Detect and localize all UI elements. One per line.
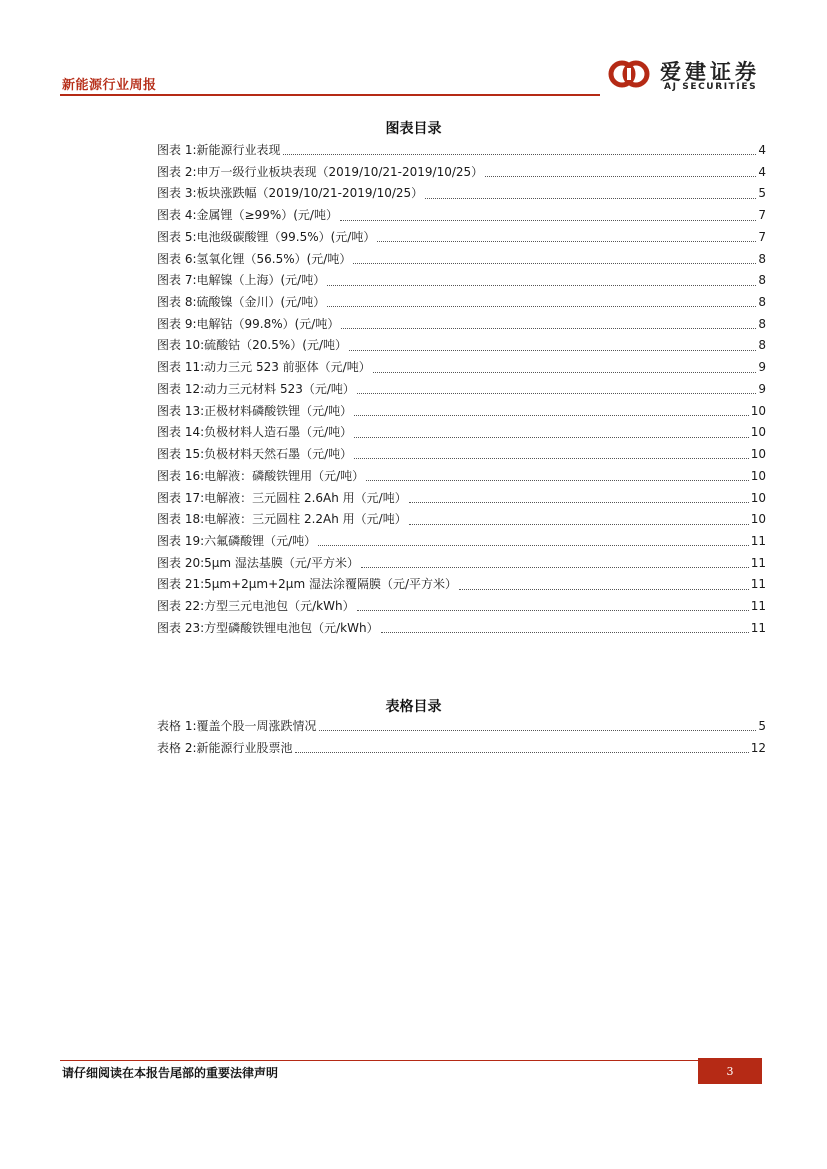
legal-disclaimer: 请仔细阅读在本报告尾部的重要法律声明 — [62, 1066, 279, 1080]
toc-entry-title: 5μm 湿法基膜（元/平方米） — [204, 555, 359, 570]
toc-entry-title: 新能源行业表现 — [196, 143, 281, 157]
toc-entry-page: 10 — [750, 447, 766, 462]
toc-entry-page: 5 — [758, 186, 766, 201]
toc-entry-page: 10 — [750, 425, 766, 440]
toc-entry-page: 11 — [750, 533, 766, 548]
toc-entry[interactable] — [157, 445, 766, 467]
toc-entry[interactable] — [157, 206, 766, 228]
toc-entry-page: 10 — [750, 512, 766, 527]
toc-entry-page: 10 — [750, 468, 766, 483]
toc-entry-page: 4 — [758, 164, 766, 179]
toc-entry-title: 申万一级行业板块表现（2019/10/21-2019/10/25） — [196, 164, 484, 179]
figures-toc-list — [157, 141, 766, 641]
toc-entry[interactable] — [157, 228, 766, 250]
toc-entry-page: 8 — [758, 251, 766, 266]
toc-leader-dots — [425, 190, 756, 199]
toc-leader-dots — [340, 212, 756, 221]
toc-entry[interactable] — [157, 293, 766, 315]
toc-entry-label: 表格 1: — [157, 719, 197, 733]
toc-entry-title: 新能源行业股票池 — [196, 740, 293, 755]
tables-toc-title: 表格目录 — [385, 699, 442, 715]
toc-entry-page: 11 — [750, 555, 766, 570]
toc-leader-dots — [341, 320, 756, 329]
toc-entry[interactable] — [157, 315, 766, 337]
toc-entry[interactable] — [157, 739, 766, 761]
toc-leader-dots — [327, 298, 756, 307]
toc-entry-title: 电解钴（99.8%）(元/吨） — [196, 316, 340, 331]
toc-leader-dots — [366, 472, 749, 481]
toc-leader-dots — [319, 722, 757, 731]
toc-entry-page: 10 — [750, 403, 766, 418]
toc-entry-label: 图表 14: — [157, 425, 205, 440]
toc-entry-label: 图表 20: — [157, 555, 205, 570]
toc-entry-title: 负极材料人造石墨（元/吨） — [204, 425, 353, 440]
toc-leader-dots — [381, 624, 749, 633]
toc-entry-label: 图表 21: — [157, 577, 205, 592]
toc-entry[interactable] — [157, 271, 766, 293]
toc-leader-dots — [485, 168, 756, 177]
toc-entry[interactable] — [157, 163, 766, 185]
toc-leader-dots — [349, 342, 756, 351]
toc-entry-label: 图表 15: — [157, 447, 205, 462]
toc-entry-label: 图表 3: — [157, 186, 197, 201]
toc-entry-label: 图表 1: — [157, 143, 197, 157]
toc-entry-page: 9 — [758, 360, 766, 375]
toc-leader-dots — [318, 537, 749, 546]
toc-leader-dots — [327, 277, 756, 286]
toc-entry[interactable] — [157, 380, 766, 402]
toc-leader-dots — [354, 407, 749, 416]
toc-entry-label: 图表 6: — [157, 251, 197, 266]
toc-entry[interactable] — [157, 141, 766, 163]
toc-entry-page: 8 — [758, 338, 766, 353]
toc-entry-page: 9 — [758, 381, 766, 396]
logo-english-name: AJ SECURITIES — [664, 82, 758, 92]
toc-entry-label: 图表 7: — [157, 273, 197, 288]
toc-entry-page: 8 — [758, 316, 766, 331]
footer-divider — [60, 1060, 700, 1061]
toc-entry-title: 电解镍（上海）(元/吨） — [196, 273, 326, 288]
report-series-title: 新能源行业周报 — [62, 78, 157, 93]
toc-entry-title: 电解液：三元圆柱 2.6Ah 用（元/吨） — [204, 490, 407, 505]
toc-entry-page: 7 — [758, 208, 766, 223]
toc-entry[interactable] — [157, 575, 766, 597]
toc-entry-label: 图表 9: — [157, 316, 197, 331]
toc-entry-title: 覆盖个股一周涨跌情况 — [196, 719, 317, 733]
toc-entry-label: 图表 18: — [157, 512, 205, 527]
toc-entry-label: 图表 4: — [157, 208, 197, 223]
toc-entry[interactable] — [157, 184, 766, 206]
toc-leader-dots — [353, 255, 756, 264]
toc-entry-label: 图表 2: — [157, 164, 197, 179]
toc-entry-label: 图表 11: — [157, 360, 205, 375]
toc-entry-title: 动力三元 523 前驱体（元/吨） — [204, 360, 371, 375]
toc-entry-label: 图表 12: — [157, 381, 205, 396]
page-number: 3 — [698, 1058, 762, 1084]
toc-leader-dots — [283, 146, 757, 155]
toc-leader-dots — [354, 450, 749, 459]
toc-entry[interactable] — [157, 250, 766, 272]
toc-entry-title: 氢氧化锂（56.5%）(元/吨） — [196, 251, 352, 266]
toc-entry-page: 7 — [758, 229, 766, 244]
toc-entry-label: 图表 5: — [157, 229, 197, 244]
toc-entry-page: 4 — [758, 143, 766, 157]
toc-entry-label: 图表 8: — [157, 295, 197, 310]
toc-entry-title: 硫酸镍（金川）(元/吨） — [196, 295, 326, 310]
toc-leader-dots — [295, 744, 749, 753]
toc-entry-title: 板块涨跌幅（2019/10/21-2019/10/25） — [196, 186, 424, 201]
toc-entry-title: 电池级碳酸锂（99.5%）(元/吨） — [196, 229, 376, 244]
toc-entry-page: 8 — [758, 295, 766, 310]
toc-entry-title: 方型三元电池包（元/kWh） — [204, 599, 355, 614]
toc-leader-dots — [377, 233, 756, 242]
toc-entry-label: 图表 22: — [157, 599, 205, 614]
toc-entry[interactable] — [157, 510, 766, 532]
toc-entry-title: 5μm+2μm+2μm 湿法涂覆隔膜（元/平方米） — [204, 577, 457, 592]
toc-entry-page: 11 — [750, 620, 766, 635]
company-logo — [608, 56, 778, 96]
toc-leader-dots — [373, 364, 757, 373]
toc-entry[interactable] — [157, 554, 766, 576]
toc-entry-page: 10 — [750, 490, 766, 505]
toc-entry[interactable] — [157, 402, 766, 424]
toc-entry-label: 图表 10: — [157, 338, 205, 353]
figures-toc-title: 图表目录 — [385, 121, 442, 137]
toc-entry-label: 图表 19: — [157, 533, 205, 548]
toc-entry[interactable] — [157, 717, 766, 739]
toc-entry[interactable] — [157, 489, 766, 511]
toc-entry-page: 11 — [750, 577, 766, 592]
toc-entry[interactable] — [157, 423, 766, 445]
toc-entry-label: 图表 17: — [157, 490, 205, 505]
toc-entry-title: 金属锂（≥99%）(元/吨） — [196, 208, 338, 223]
header-divider — [60, 94, 600, 96]
toc-entry-title: 电解液：三元圆柱 2.2Ah 用（元/吨） — [204, 512, 407, 527]
logo-chinese-name: 爱建证券 — [660, 59, 760, 84]
toc-entry[interactable] — [157, 597, 766, 619]
toc-entry-label: 图表 13: — [157, 403, 205, 418]
tables-toc-list — [157, 717, 766, 760]
toc-leader-dots — [354, 429, 749, 438]
toc-entry[interactable] — [157, 619, 766, 641]
toc-entry-page: 11 — [750, 599, 766, 614]
toc-entry-title: 电解液：磷酸铁锂用（元/吨） — [204, 468, 365, 483]
toc-entry-label: 图表 16: — [157, 468, 205, 483]
toc-entry[interactable] — [157, 336, 766, 358]
toc-entry-title: 硫酸钴（20.5%）(元/吨） — [204, 338, 347, 353]
toc-leader-dots — [357, 602, 749, 611]
toc-entry[interactable] — [157, 467, 766, 489]
toc-leader-dots — [409, 494, 749, 503]
toc-entry-title: 正极材料磷酸铁锂（元/吨） — [204, 403, 353, 418]
toc-entry[interactable] — [157, 358, 766, 380]
toc-leader-dots — [459, 581, 749, 590]
toc-entry-label: 表格 2: — [157, 740, 197, 755]
toc-entry-page: 12 — [750, 740, 766, 755]
toc-leader-dots — [361, 559, 749, 568]
toc-entry-title: 方型磷酸铁锂电池包（元/kWh） — [204, 620, 379, 635]
toc-entry-page: 8 — [758, 273, 766, 288]
toc-entry-title: 六氟磷酸锂（元/吨） — [204, 533, 317, 548]
toc-leader-dots — [357, 385, 756, 394]
toc-entry-page: 5 — [758, 719, 766, 733]
toc-entry[interactable] — [157, 532, 766, 554]
toc-entry-label: 图表 23: — [157, 620, 205, 635]
toc-entry-title: 负极材料天然石墨（元/吨） — [204, 447, 353, 462]
toc-leader-dots — [409, 516, 749, 525]
toc-entry-title: 动力三元材料 523（元/吨） — [204, 381, 355, 396]
logo-mark-icon — [608, 56, 652, 92]
